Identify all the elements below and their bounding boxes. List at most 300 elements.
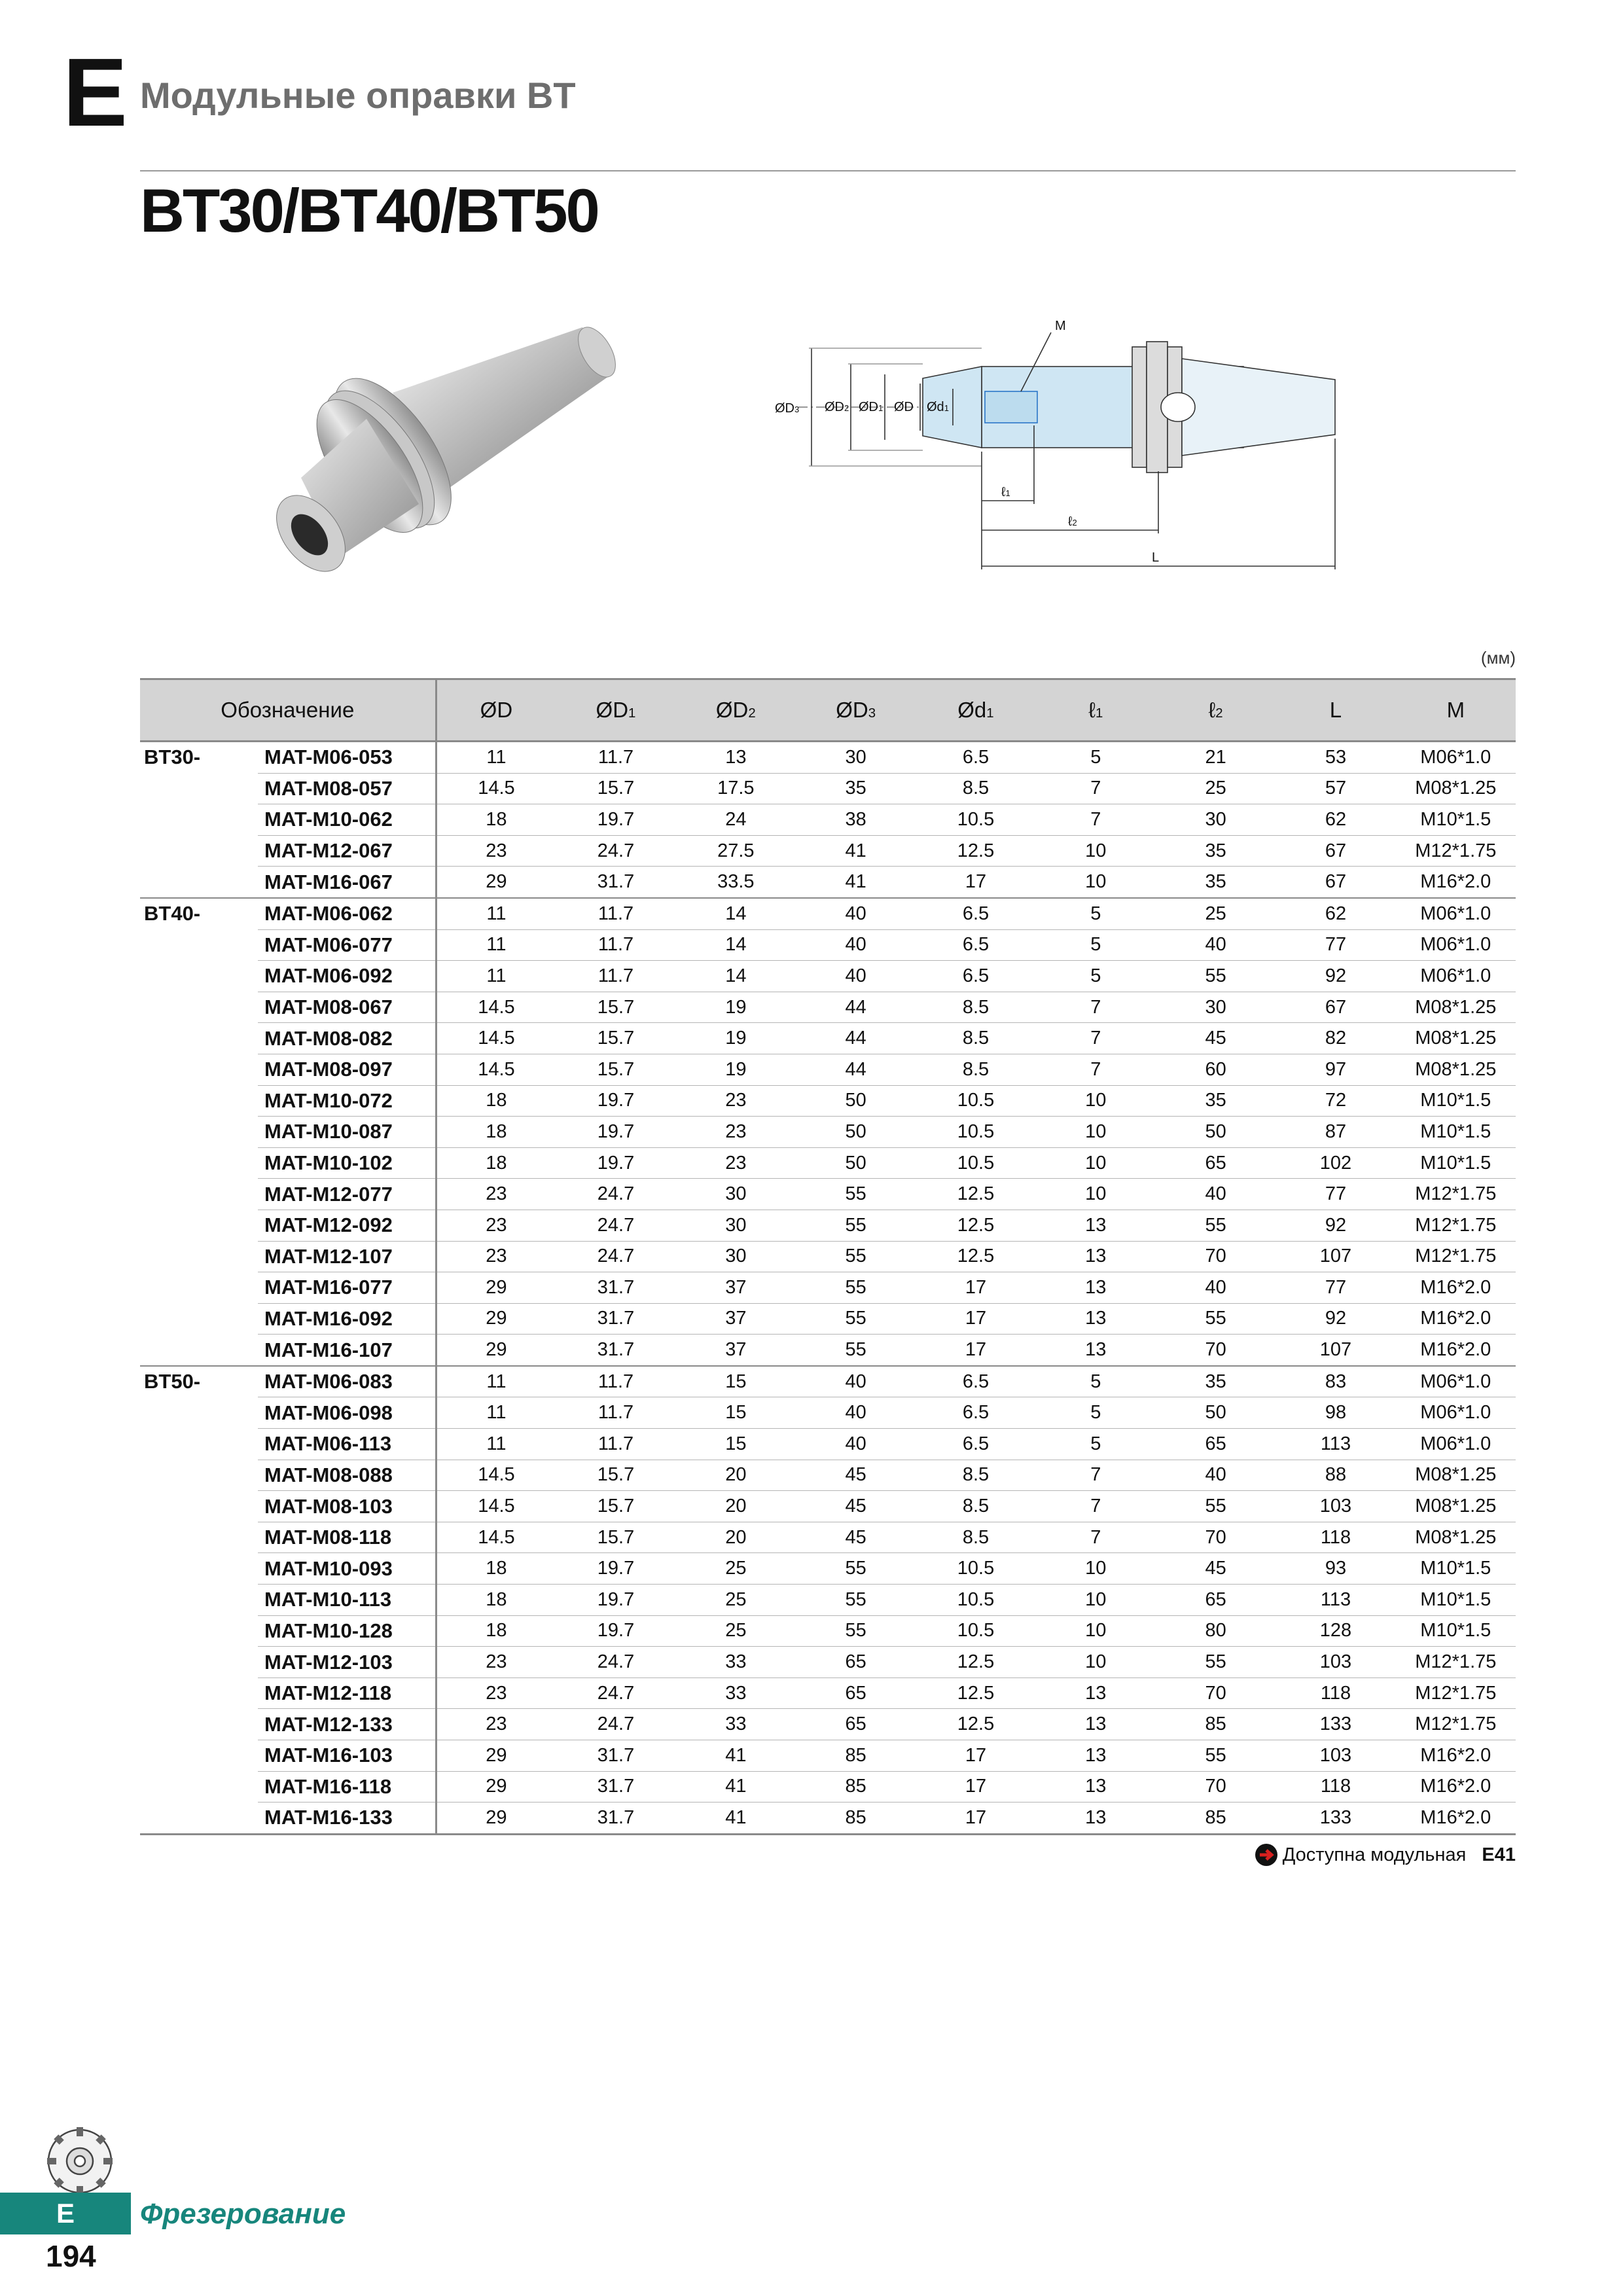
table-row bbox=[140, 835, 1516, 867]
table-cell: M16*2.0 bbox=[1396, 1303, 1516, 1335]
table-cell: 19 bbox=[676, 992, 796, 1023]
table-cell: 40 bbox=[796, 898, 916, 929]
table-cell: 20 bbox=[676, 1491, 796, 1522]
group-label bbox=[140, 1397, 258, 1429]
table-cell: 50 bbox=[1156, 1117, 1275, 1148]
product-code: MAT-M12-107 bbox=[258, 1241, 436, 1272]
table-cell: 23 bbox=[436, 1709, 556, 1740]
table-cell: 50 bbox=[796, 1117, 916, 1148]
table-cell: 62 bbox=[1275, 898, 1395, 929]
table-cell: 11.7 bbox=[556, 742, 675, 774]
table-cell: 40 bbox=[1156, 929, 1275, 961]
table-cell: 65 bbox=[1156, 1585, 1275, 1616]
table-cell: 55 bbox=[1156, 1740, 1275, 1772]
table-cell: M10*1.5 bbox=[1396, 804, 1516, 836]
group-label bbox=[140, 1241, 258, 1272]
table-cell: 10 bbox=[1036, 867, 1156, 898]
table-cell: 8.5 bbox=[916, 1023, 1035, 1054]
table-cell: 92 bbox=[1275, 1303, 1395, 1335]
table-cell: 31.7 bbox=[556, 1335, 675, 1366]
product-code: MAT-M06-083 bbox=[258, 1366, 436, 1397]
table-cell: 85 bbox=[1156, 1803, 1275, 1835]
column-header-subscript: 3 bbox=[868, 706, 876, 721]
table-cell: 10 bbox=[1036, 1647, 1156, 1678]
table-row bbox=[140, 1085, 1516, 1117]
table-cell: 17 bbox=[916, 1303, 1035, 1335]
product-code: MAT-M12-092 bbox=[258, 1210, 436, 1241]
product-code: MAT-M10-102 bbox=[258, 1147, 436, 1179]
table-row bbox=[140, 1335, 1516, 1366]
table-cell: 11 bbox=[436, 1366, 556, 1397]
group-label bbox=[140, 1179, 258, 1210]
table-cell: 11.7 bbox=[556, 898, 675, 929]
table-cell: M08*1.25 bbox=[1396, 1491, 1516, 1522]
table-cell: 18 bbox=[436, 1585, 556, 1616]
table-cell: 35 bbox=[796, 773, 916, 804]
table-cell: M06*1.0 bbox=[1396, 898, 1516, 929]
table-cell: 107 bbox=[1275, 1241, 1395, 1272]
table-cell: M06*1.0 bbox=[1396, 1429, 1516, 1460]
table-cell: 23 bbox=[436, 1179, 556, 1210]
table-cell: 31.7 bbox=[556, 1272, 675, 1304]
table-cell: 77 bbox=[1275, 1179, 1395, 1210]
table-row bbox=[140, 992, 1516, 1023]
table-cell: 13 bbox=[1036, 1771, 1156, 1803]
group-label bbox=[140, 1522, 258, 1553]
table-row bbox=[140, 1303, 1516, 1335]
table-row bbox=[140, 1272, 1516, 1304]
table-cell: 11.7 bbox=[556, 929, 675, 961]
column-header-subscript: 1 bbox=[628, 706, 636, 721]
table-cell: 10.5 bbox=[916, 1553, 1035, 1585]
label-d1-bore: Ød1 bbox=[927, 400, 949, 414]
table-cell: 40 bbox=[796, 929, 916, 961]
column-header bbox=[676, 679, 796, 742]
group-label bbox=[140, 1303, 258, 1335]
table-row bbox=[140, 1709, 1516, 1740]
table-cell: 7 bbox=[1036, 1054, 1156, 1085]
product-code: MAT-M08-067 bbox=[258, 992, 436, 1023]
table-cell: 19.7 bbox=[556, 804, 675, 836]
table-cell: 33 bbox=[676, 1677, 796, 1709]
table-cell: 13 bbox=[1036, 1740, 1156, 1772]
table-cell: 24.7 bbox=[556, 1677, 675, 1709]
group-label bbox=[140, 1677, 258, 1709]
table-cell: 18 bbox=[436, 1117, 556, 1148]
group-label bbox=[140, 1272, 258, 1304]
table-cell: 35 bbox=[1156, 867, 1275, 898]
table-cell: 40 bbox=[1156, 1460, 1275, 1491]
table-cell: 33.5 bbox=[676, 867, 796, 898]
table-cell: 17 bbox=[916, 1335, 1035, 1366]
table-cell: 55 bbox=[1156, 1491, 1275, 1522]
column-header-subscript: 2 bbox=[1215, 706, 1223, 721]
table-cell: M16*2.0 bbox=[1396, 867, 1516, 898]
table-cell: 24 bbox=[676, 804, 796, 836]
table-cell: 23 bbox=[436, 835, 556, 867]
technical-drawing bbox=[759, 308, 1361, 583]
table-cell: 13 bbox=[1036, 1303, 1156, 1335]
table-cell: 23 bbox=[436, 1210, 556, 1241]
table-cell: 103 bbox=[1275, 1740, 1395, 1772]
table-cell: 10 bbox=[1036, 1147, 1156, 1179]
table-cell: 40 bbox=[1156, 1272, 1275, 1304]
table-cell: 6.5 bbox=[916, 1429, 1035, 1460]
table-cell: 55 bbox=[796, 1553, 916, 1585]
table-cell: 14.5 bbox=[436, 773, 556, 804]
table-cell: M08*1.25 bbox=[1396, 992, 1516, 1023]
table-row bbox=[140, 1366, 1516, 1397]
table-cell: 33 bbox=[676, 1647, 796, 1678]
table-cell: 77 bbox=[1275, 1272, 1395, 1304]
table-cell: 31.7 bbox=[556, 1771, 675, 1803]
table-cell: 55 bbox=[796, 1241, 916, 1272]
table-cell: 41 bbox=[676, 1803, 796, 1835]
table-cell: 25 bbox=[676, 1553, 796, 1585]
table-cell: 82 bbox=[1275, 1023, 1395, 1054]
table-cell: 27.5 bbox=[676, 835, 796, 867]
product-code: MAT-M16-077 bbox=[258, 1272, 436, 1304]
table-cell: 30 bbox=[676, 1179, 796, 1210]
table-cell: 5 bbox=[1036, 1366, 1156, 1397]
table-cell: 65 bbox=[796, 1647, 916, 1678]
table-row bbox=[140, 1522, 1516, 1553]
table-cell: 23 bbox=[676, 1117, 796, 1148]
table-cell: 12.5 bbox=[916, 1241, 1035, 1272]
group-label: BT50- bbox=[140, 1366, 258, 1397]
table-cell: 6.5 bbox=[916, 1397, 1035, 1429]
column-header bbox=[1156, 679, 1275, 742]
table-cell: 70 bbox=[1156, 1241, 1275, 1272]
table-cell: 12.5 bbox=[916, 1210, 1035, 1241]
table-cell: 11 bbox=[436, 898, 556, 929]
table-cell: M12*1.75 bbox=[1396, 1241, 1516, 1272]
table-cell: M08*1.25 bbox=[1396, 773, 1516, 804]
table-cell: 24.7 bbox=[556, 1647, 675, 1678]
column-header bbox=[436, 679, 556, 742]
table-cell: 12.5 bbox=[916, 835, 1035, 867]
column-header bbox=[1396, 679, 1516, 742]
group-label bbox=[140, 1429, 258, 1460]
table-cell: 67 bbox=[1275, 867, 1395, 898]
table-cell: 67 bbox=[1275, 992, 1395, 1023]
table-cell: 55 bbox=[1156, 961, 1275, 992]
table-row bbox=[140, 1677, 1516, 1709]
table-cell: 7 bbox=[1036, 773, 1156, 804]
table-cell: 15 bbox=[676, 1429, 796, 1460]
product-code: MAT-M16-067 bbox=[258, 867, 436, 898]
table-cell: 13 bbox=[1036, 1272, 1156, 1304]
table-body bbox=[140, 742, 1516, 1835]
table-cell: 18 bbox=[436, 1085, 556, 1117]
column-header-text: Обозначение bbox=[221, 698, 355, 722]
table-cell: M16*2.0 bbox=[1396, 1740, 1516, 1772]
table-cell: 14.5 bbox=[436, 992, 556, 1023]
table-cell: M06*1.0 bbox=[1396, 742, 1516, 774]
table-row bbox=[140, 1553, 1516, 1585]
group-label bbox=[140, 1335, 258, 1366]
table-cell: 118 bbox=[1275, 1771, 1395, 1803]
table-cell: 6.5 bbox=[916, 929, 1035, 961]
group-label bbox=[140, 773, 258, 804]
column-header-subscript: 2 bbox=[748, 706, 756, 721]
column-header-subscript: 1 bbox=[1095, 706, 1103, 721]
section-title: Модульные оправки BT bbox=[140, 75, 576, 116]
table-cell: 17.5 bbox=[676, 773, 796, 804]
table-cell: 30 bbox=[1156, 804, 1275, 836]
table-cell: 40 bbox=[796, 1429, 916, 1460]
table-cell: M16*2.0 bbox=[1396, 1272, 1516, 1304]
table-cell: 19.7 bbox=[556, 1553, 675, 1585]
table-cell: 10 bbox=[1036, 835, 1156, 867]
table-cell: 50 bbox=[1156, 1397, 1275, 1429]
column-header-text: ℓ bbox=[1088, 698, 1096, 722]
table-cell: 13 bbox=[1036, 1677, 1156, 1709]
table-cell: 45 bbox=[1156, 1553, 1275, 1585]
label-m: M bbox=[1055, 319, 1066, 333]
table-cell: 31.7 bbox=[556, 1740, 675, 1772]
table-cell: 15.7 bbox=[556, 1522, 675, 1553]
table-cell: 12.5 bbox=[916, 1677, 1035, 1709]
table-cell: 85 bbox=[796, 1803, 916, 1835]
table-cell: 35 bbox=[1156, 1366, 1275, 1397]
group-label bbox=[140, 1740, 258, 1772]
table-cell: 45 bbox=[796, 1460, 916, 1491]
table-cell: 14.5 bbox=[436, 1491, 556, 1522]
table-cell: 14.5 bbox=[436, 1023, 556, 1054]
table-cell: 55 bbox=[796, 1615, 916, 1647]
spec-table bbox=[140, 678, 1516, 1835]
table-cell: 6.5 bbox=[916, 961, 1035, 992]
table-cell: M10*1.5 bbox=[1396, 1117, 1516, 1148]
table-cell: 15.7 bbox=[556, 1023, 675, 1054]
table-row bbox=[140, 1460, 1516, 1491]
table-cell: 118 bbox=[1275, 1522, 1395, 1553]
table-cell: 13 bbox=[1036, 1210, 1156, 1241]
table-cell: 29 bbox=[436, 1335, 556, 1366]
column-header bbox=[1275, 679, 1395, 742]
table-cell: 29 bbox=[436, 1303, 556, 1335]
table-cell: M12*1.75 bbox=[1396, 1677, 1516, 1709]
table-cell: 30 bbox=[1156, 992, 1275, 1023]
table-cell: 70 bbox=[1156, 1771, 1275, 1803]
table-cell: 18 bbox=[436, 1147, 556, 1179]
table-cell: 10.5 bbox=[916, 1585, 1035, 1616]
table-cell: 18 bbox=[436, 804, 556, 836]
product-code: MAT-M06-062 bbox=[258, 898, 436, 929]
units-label: (мм) bbox=[1480, 648, 1516, 668]
group-label bbox=[140, 1117, 258, 1148]
table-cell: 5 bbox=[1036, 961, 1156, 992]
table-cell: 15 bbox=[676, 1397, 796, 1429]
table-cell: 40 bbox=[796, 961, 916, 992]
product-code: MAT-M08-057 bbox=[258, 773, 436, 804]
table-cell: 50 bbox=[796, 1085, 916, 1117]
table-cell: 55 bbox=[1156, 1647, 1275, 1678]
table-cell: 10 bbox=[1036, 1585, 1156, 1616]
table-cell: 65 bbox=[796, 1677, 916, 1709]
product-code: MAT-M08-082 bbox=[258, 1023, 436, 1054]
table-cell: 8.5 bbox=[916, 992, 1035, 1023]
table-cell: 40 bbox=[1156, 1179, 1275, 1210]
table-row bbox=[140, 1054, 1516, 1085]
product-code: MAT-M10-062 bbox=[258, 804, 436, 836]
table-row bbox=[140, 898, 1516, 929]
table-cell: 70 bbox=[1156, 1335, 1275, 1366]
column-header bbox=[140, 679, 436, 742]
page-title: BT30/BT40/BT50 bbox=[140, 176, 598, 245]
table-cell: 7 bbox=[1036, 1522, 1156, 1553]
table-row bbox=[140, 1429, 1516, 1460]
table-cell: 128 bbox=[1275, 1615, 1395, 1647]
table-cell: 15.7 bbox=[556, 992, 675, 1023]
table-cell: 23 bbox=[676, 1085, 796, 1117]
table-cell: 18 bbox=[436, 1615, 556, 1647]
group-label bbox=[140, 1585, 258, 1616]
table-row bbox=[140, 1023, 1516, 1054]
product-code: MAT-M06-092 bbox=[258, 961, 436, 992]
table-cell: M12*1.75 bbox=[1396, 1210, 1516, 1241]
table-cell: 17 bbox=[916, 1740, 1035, 1772]
table-cell: 29 bbox=[436, 1803, 556, 1835]
table-cell: 70 bbox=[1156, 1677, 1275, 1709]
table-cell: 85 bbox=[796, 1740, 916, 1772]
table-cell: 55 bbox=[796, 1303, 916, 1335]
label-d: ØD bbox=[894, 400, 914, 414]
column-header bbox=[796, 679, 916, 742]
product-code: MAT-M06-077 bbox=[258, 929, 436, 961]
table-cell: 7 bbox=[1036, 804, 1156, 836]
table-cell: 10 bbox=[1036, 1085, 1156, 1117]
table-cell: 35 bbox=[1156, 835, 1275, 867]
table-cell: 65 bbox=[1156, 1147, 1275, 1179]
table-cell: 65 bbox=[1156, 1429, 1275, 1460]
product-code: MAT-M12-077 bbox=[258, 1179, 436, 1210]
table-cell: M08*1.25 bbox=[1396, 1023, 1516, 1054]
table-cell: 14 bbox=[676, 961, 796, 992]
column-header-text: ØD bbox=[715, 698, 749, 722]
tool-holder-photo bbox=[236, 314, 641, 602]
table-cell: 31.7 bbox=[556, 1803, 675, 1835]
table-cell: 18 bbox=[436, 1553, 556, 1585]
header-divider bbox=[140, 170, 1516, 171]
table-cell: 5 bbox=[1036, 742, 1156, 774]
table-cell: 25 bbox=[1156, 773, 1275, 804]
table-cell: 11 bbox=[436, 1397, 556, 1429]
table-cell: M10*1.5 bbox=[1396, 1553, 1516, 1585]
table-row bbox=[140, 1740, 1516, 1772]
column-header-text: ØD bbox=[480, 698, 513, 722]
table-cell: 10 bbox=[1036, 1117, 1156, 1148]
group-label: BT30- bbox=[144, 745, 201, 769]
table-cell: 133 bbox=[1275, 1709, 1395, 1740]
table-cell: 133 bbox=[1275, 1803, 1395, 1835]
product-code: MAT-M12-133 bbox=[258, 1709, 436, 1740]
table-row bbox=[140, 1491, 1516, 1522]
table-cell: 41 bbox=[676, 1771, 796, 1803]
table-cell: 14.5 bbox=[436, 1054, 556, 1085]
table-cell: 15.7 bbox=[556, 1491, 675, 1522]
product-code: MAT-M08-103 bbox=[258, 1491, 436, 1522]
table-cell: 45 bbox=[796, 1491, 916, 1522]
column-header-text: M bbox=[1446, 698, 1465, 722]
table-row bbox=[140, 1615, 1516, 1647]
group-label: BT40- bbox=[140, 898, 258, 929]
table-cell: 30 bbox=[796, 742, 916, 774]
arrow-right-circle-icon bbox=[1254, 1842, 1279, 1867]
table-cell: 40 bbox=[796, 1397, 916, 1429]
table-cell: 14.5 bbox=[436, 1460, 556, 1491]
table-cell: 55 bbox=[796, 1585, 916, 1616]
table-row bbox=[140, 961, 1516, 992]
label-l1: ℓ1 bbox=[1001, 485, 1010, 499]
table-cell: M12*1.75 bbox=[1396, 835, 1516, 867]
table-cell: 60 bbox=[1156, 1054, 1275, 1085]
table-row bbox=[140, 742, 1516, 774]
table-cell: 38 bbox=[796, 804, 916, 836]
product-code: MAT-M08-088 bbox=[258, 1460, 436, 1491]
table-cell: 30 bbox=[676, 1241, 796, 1272]
table-cell: 92 bbox=[1275, 1210, 1395, 1241]
table-row bbox=[140, 804, 1516, 836]
table-cell: 70 bbox=[1156, 1522, 1275, 1553]
column-header-subscript: 1 bbox=[986, 706, 994, 721]
table-cell: 23 bbox=[436, 1241, 556, 1272]
table-cell: 15.7 bbox=[556, 773, 675, 804]
table-cell: 85 bbox=[1156, 1709, 1275, 1740]
table-cell: 20 bbox=[676, 1522, 796, 1553]
table-cell: 103 bbox=[1275, 1647, 1395, 1678]
column-header-text: L bbox=[1329, 698, 1342, 722]
table-cell: 113 bbox=[1275, 1585, 1395, 1616]
table-cell: 55 bbox=[796, 1335, 916, 1366]
table-cell: 13 bbox=[1036, 1709, 1156, 1740]
table-cell: M06*1.0 bbox=[1396, 961, 1516, 992]
table-cell: 55 bbox=[796, 1210, 916, 1241]
table-cell: 8.5 bbox=[916, 1522, 1035, 1553]
table-cell: 55 bbox=[796, 1179, 916, 1210]
column-header bbox=[916, 679, 1035, 742]
product-code: MAT-M06-113 bbox=[258, 1429, 436, 1460]
label-l2: ℓ2 bbox=[1068, 514, 1077, 529]
table-cell: 31.7 bbox=[556, 1303, 675, 1335]
group-label bbox=[140, 1647, 258, 1678]
group-label bbox=[140, 1615, 258, 1647]
table-cell: 40 bbox=[796, 1366, 916, 1397]
table-cell: 7 bbox=[1036, 992, 1156, 1023]
table-cell: 5 bbox=[1036, 1397, 1156, 1429]
product-code: MAT-M12-103 bbox=[258, 1647, 436, 1678]
table-cell: M10*1.5 bbox=[1396, 1615, 1516, 1647]
table-cell: M10*1.5 bbox=[1396, 1147, 1516, 1179]
table-cell: 50 bbox=[796, 1147, 916, 1179]
table-cell: 11.7 bbox=[556, 961, 675, 992]
table-cell: 41 bbox=[796, 867, 916, 898]
table-cell: 10.5 bbox=[916, 1117, 1035, 1148]
table-cell: 24.7 bbox=[556, 1210, 675, 1241]
modular-note-ref[interactable]: E41 bbox=[1482, 1844, 1516, 1865]
product-code: MAT-M06-098 bbox=[258, 1397, 436, 1429]
table-cell: 23 bbox=[676, 1147, 796, 1179]
footer-section-label: Фрезерование bbox=[140, 2198, 346, 2230]
table-cell: 44 bbox=[796, 992, 916, 1023]
group-label bbox=[140, 1491, 258, 1522]
table-cell: 93 bbox=[1275, 1553, 1395, 1585]
table-row bbox=[140, 773, 1516, 804]
table-row bbox=[140, 1397, 1516, 1429]
modular-note-text: Доступна модульная bbox=[1282, 1844, 1467, 1865]
product-code: MAT-M12-118 bbox=[258, 1677, 436, 1709]
